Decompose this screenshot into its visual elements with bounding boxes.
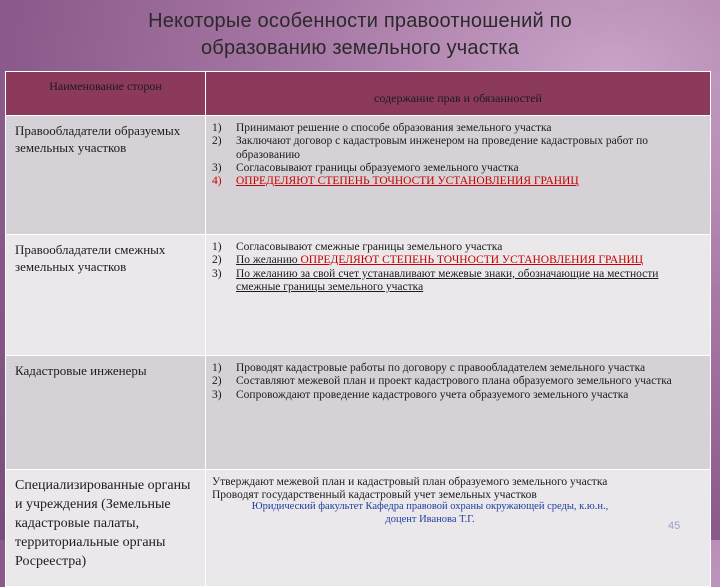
duties-list	[206, 356, 710, 402]
duties-cell	[206, 470, 711, 587]
list-item: 3) Сопровождают проведение кадастрового учета образуемого земельного участка	[212, 388, 629, 401]
list-item: 2) По желанию ОПРЕДЕЛЯЮТ СТЕПЕНЬ ТОЧНОСТИ УСТАНОВЛЕНИЯ ГРАНИЦ	[212, 254, 644, 267]
duties-list	[206, 235, 710, 294]
table-row	[6, 235, 711, 356]
table-header-row	[6, 72, 711, 116]
slide-title	[40, 8, 680, 62]
duties-cell	[206, 356, 711, 470]
list-item: 1) Принимают решение о способе образования земельного участка	[212, 122, 552, 134]
header-parties: Наименование сторон	[6, 72, 206, 116]
party-cell: Кадастровые инженеры	[6, 356, 206, 470]
party-cell: Специализированные органы и учреждения (Земельные кадастровые палаты, территориальные органы Росреестра)	[6, 470, 206, 587]
list-item: 2) Заключают договор с кадастровым инженером на проведение кадастровых работ по образованию	[212, 135, 648, 161]
list-item: 1) Проводят кадастровые работы по договору с правообладателем земельного участка	[212, 362, 646, 374]
table-row	[6, 470, 711, 587]
list-item: 4) ОПРЕДЕЛЯЮТ СТЕПЕНЬ ТОЧНОСТИ УСТАНОВЛЕНИЯ ГРАНИЦ	[210, 175, 702, 188]
list-item: 3) По желанию за свой счет устанавливают межевые знаки, обозначающие на местности смежные границы земельного участка	[212, 267, 659, 293]
duties-cell	[206, 235, 711, 356]
table-row	[6, 356, 711, 470]
page-number: 45	[668, 520, 681, 532]
duties-list	[206, 116, 710, 188]
header-content: содержание прав и обязанностей	[206, 72, 711, 116]
list-item: 2) Составляют межевой план и проект кадастрового плана образуемого земельного участка	[212, 375, 672, 388]
list-item: 3) Согласовывают границы образуемого земельного участка	[212, 161, 519, 174]
title-line-2: образованию земельного участка	[200, 37, 520, 59]
highlight-text: ОПРЕДЕЛЯЮТ СТЕПЕНЬ ТОЧНОСТИ УСТАНОВЛЕНИЯ ГРАНИЦ	[300, 254, 644, 267]
highlight-text: ОПРЕДЕЛЯЮТ СТЕПЕНЬ ТОЧНОСТИ УСТАНОВЛЕНИЯ ГРАНИЦ	[236, 175, 579, 188]
duties-cell	[206, 116, 711, 235]
party-cell: Правообладатели смежных земельных участков	[6, 235, 206, 356]
footer-credit: Юридический факультет Кафедра правовой охраны окружающей среды, к.ю.н., доцент Иванова Т.Г.	[251, 501, 609, 525]
list-item: 1) Согласовывают смежные границы земельного участка	[212, 241, 503, 253]
party-cell: Правообладатели образуемых земельных участков	[6, 116, 206, 235]
table-row	[6, 116, 711, 235]
title-line-1: Некоторые особенности правоотношений по	[148, 10, 572, 32]
duties-text: Утверждают межевой план и кадастровый план образуемого земельного участка Проводят государственный кадастровый учет земельных участков	[212, 476, 608, 502]
